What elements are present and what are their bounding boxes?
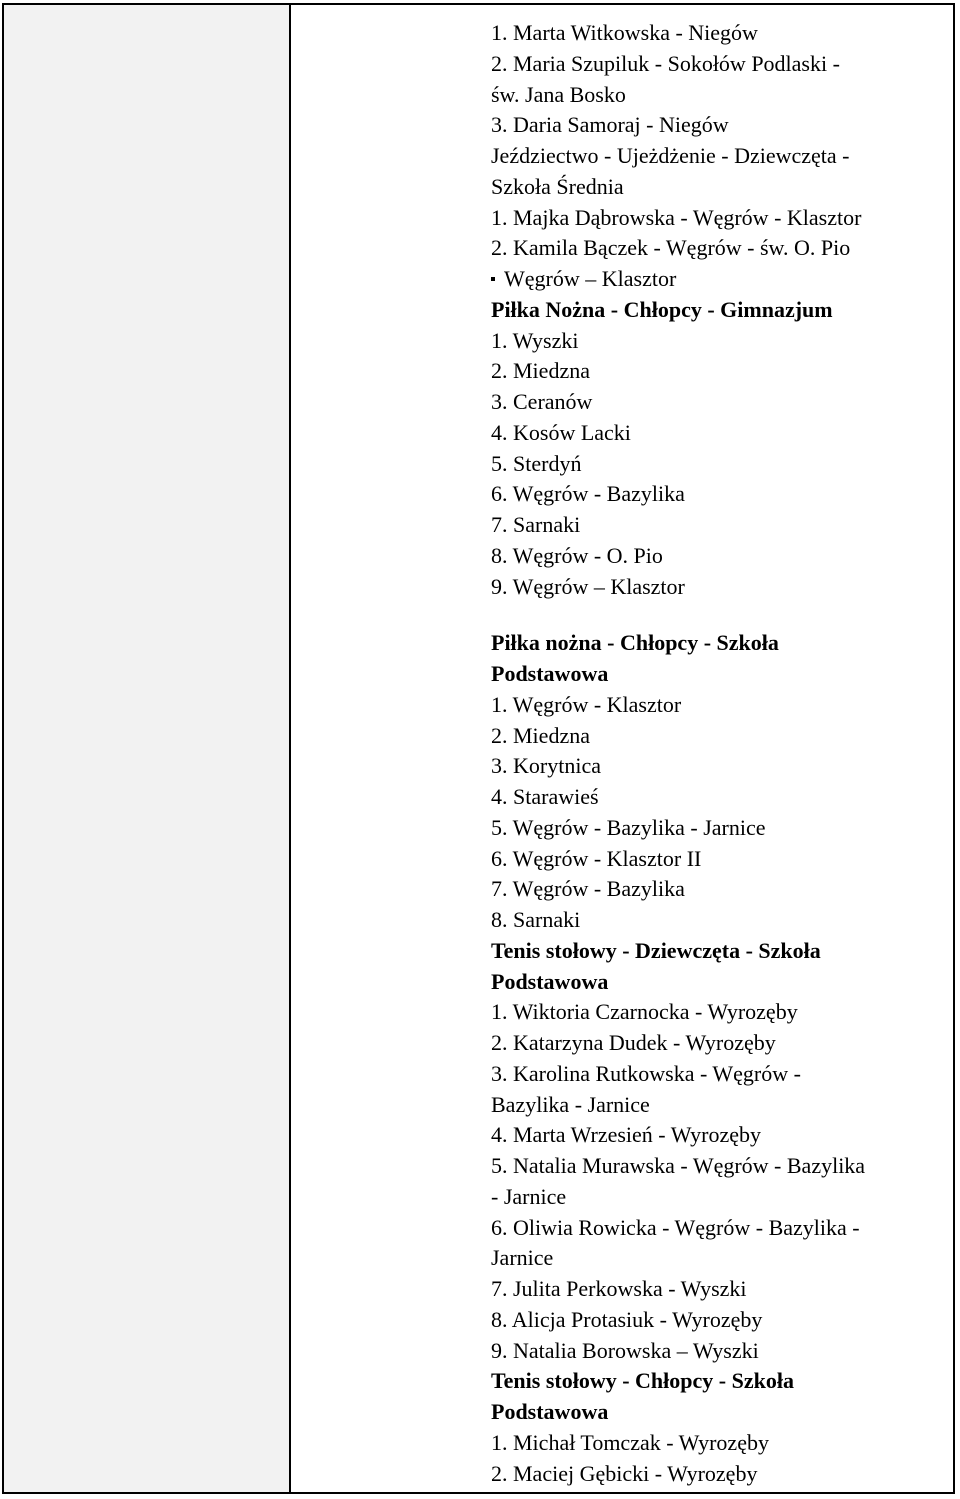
result-line bbox=[491, 141, 951, 172]
line-text: 4. Starawieś bbox=[491, 784, 599, 809]
line-text: 5. Natalia Murawska - Węgrów - Bazylika bbox=[491, 1153, 866, 1178]
line-text: 2. Miedzna bbox=[491, 358, 590, 384]
section-heading-line bbox=[491, 1397, 951, 1428]
result-line bbox=[491, 782, 951, 813]
result-line bbox=[491, 49, 951, 80]
result-line bbox=[491, 356, 951, 387]
line-text: 1. Wiktoria Czarnocka - Wyrozęby bbox=[491, 999, 798, 1025]
line-text: 2. Miedzna bbox=[491, 722, 590, 748]
line-text: 3. Ceranów bbox=[491, 389, 593, 414]
result-line bbox=[491, 387, 951, 418]
result-line bbox=[491, 18, 951, 49]
line-text: Tenis stołowy - Dziewczęta - Szkoła bbox=[491, 937, 821, 963]
result-line bbox=[491, 541, 951, 572]
line-text: Jeździectwo - Ujeżdżenie - Dziewczęta - bbox=[491, 143, 850, 168]
line-text: 3. Karolina Rutkowska - Węgrów - bbox=[491, 1060, 801, 1086]
line-text: 7. Węgrów - Bazylika bbox=[491, 876, 685, 902]
line-text: Jarnice bbox=[491, 1245, 554, 1271]
section-heading-line bbox=[491, 967, 951, 998]
line-text: Bazylika - Jarnice bbox=[491, 1091, 650, 1117]
line-text: 7. Sarnaki bbox=[491, 512, 581, 537]
line-text: 9. Natalia Borowska – Wyszki bbox=[491, 1337, 759, 1363]
line-text: 1. Michał Tomczak - Wyrozęby bbox=[491, 1429, 769, 1455]
result-line bbox=[491, 1243, 951, 1274]
line-text: 9. Węgrów – Klasztor bbox=[491, 573, 685, 599]
line-text: 5. Węgrów - Bazylika - Jarnice bbox=[491, 814, 766, 840]
line-text: 7. Julita Perkowska - Wyszki bbox=[491, 1276, 747, 1301]
result-line bbox=[491, 1336, 951, 1367]
result-line bbox=[491, 1459, 951, 1490]
line-text: Podstawowa bbox=[491, 661, 609, 686]
result-line bbox=[491, 905, 951, 936]
line-text: 8. Sarnaki bbox=[491, 907, 581, 932]
result-line bbox=[491, 80, 951, 111]
bullet-icon bbox=[491, 277, 495, 281]
line-text: Podstawowa bbox=[491, 968, 609, 994]
result-line bbox=[491, 203, 951, 234]
line-text: 2. Maciej Gębicki - Wyrozęby bbox=[491, 1460, 758, 1486]
line-text: 6. Węgrów - Bazylika bbox=[491, 481, 685, 507]
line-text: 5. Sterdyń bbox=[491, 450, 582, 476]
line-text: 3. Korytnica bbox=[491, 753, 601, 779]
left-empty-cell bbox=[4, 5, 291, 1492]
line-text: Piłka Nożna - Chłopcy - Gimnazjum bbox=[491, 296, 833, 322]
result-line bbox=[491, 233, 951, 264]
result-line bbox=[491, 813, 951, 844]
result-line bbox=[491, 479, 951, 510]
line-text: 1. Wyszki bbox=[491, 327, 579, 353]
section-heading-line bbox=[491, 1366, 951, 1397]
section-gap bbox=[491, 602, 951, 628]
results-table bbox=[2, 3, 955, 1494]
result-line bbox=[491, 1090, 951, 1121]
line-text: 6. Węgrów - Klasztor II bbox=[491, 845, 702, 871]
result-line bbox=[491, 326, 951, 357]
result-line bbox=[491, 1028, 951, 1059]
result-line bbox=[491, 264, 951, 295]
line-text: 2. Katarzyna Dudek - Wyrozęby bbox=[491, 1030, 776, 1055]
result-line bbox=[491, 510, 951, 541]
section-heading-line bbox=[491, 295, 951, 326]
line-text: 1. Węgrów - Klasztor bbox=[491, 691, 682, 717]
result-line bbox=[491, 690, 951, 721]
result-line bbox=[491, 1213, 951, 1244]
result-line bbox=[491, 449, 951, 480]
line-text: 8. Alicja Protasiuk - Wyrozęby bbox=[491, 1306, 763, 1332]
line-text: - Jarnice bbox=[491, 1183, 567, 1209]
result-line bbox=[491, 110, 951, 141]
result-line bbox=[491, 997, 951, 1028]
result-line bbox=[491, 874, 951, 905]
line-text: 2. Kamila Bączek - Węgrów - św. O. Pio bbox=[491, 235, 851, 261]
result-line bbox=[491, 572, 951, 603]
section-heading-line bbox=[491, 936, 951, 967]
line-text: Piłka nożna - Chłopcy - Szkoła bbox=[491, 630, 779, 656]
line-text: św. Jana Bosko bbox=[491, 81, 626, 107]
result-line bbox=[491, 1305, 951, 1336]
result-line bbox=[491, 1059, 951, 1090]
line-text: 6. Oliwia Rowicka - Węgrów - Bazylika - bbox=[491, 1214, 860, 1240]
line-text: 4. Kosów Lacki bbox=[491, 419, 631, 445]
results-cell bbox=[291, 5, 953, 1492]
result-line bbox=[491, 172, 951, 203]
line-text: 2. Maria Szupiluk - Sokołów Podlaski - bbox=[491, 50, 840, 76]
result-line bbox=[491, 1120, 951, 1151]
results-list bbox=[491, 18, 951, 1489]
section-heading-line bbox=[491, 659, 951, 690]
line-text: 4. Marta Wrzesień - Wyrozęby bbox=[491, 1122, 762, 1148]
line-text: 1. Marta Witkowska - Niegów bbox=[491, 20, 758, 45]
section-heading-line bbox=[491, 628, 951, 659]
result-line bbox=[491, 1274, 951, 1305]
result-line bbox=[491, 418, 951, 449]
line-text: Węgrów – Klasztor bbox=[504, 266, 677, 291]
line-text: Szkoła Średnia bbox=[491, 173, 624, 199]
result-line bbox=[491, 751, 951, 782]
line-text: 8. Węgrów - O. Pio bbox=[491, 542, 663, 568]
result-line bbox=[491, 1151, 951, 1182]
result-line bbox=[491, 1182, 951, 1213]
line-text: 3. Daria Samoraj - Niegów bbox=[491, 112, 729, 138]
line-text: Podstawowa bbox=[491, 1399, 609, 1424]
result-line bbox=[491, 844, 951, 875]
result-line bbox=[491, 721, 951, 752]
result-line bbox=[491, 1428, 951, 1459]
line-text: 1. Majka Dąbrowska - Węgrów - Klasztor bbox=[491, 204, 862, 230]
line-text: Tenis stołowy - Chłopcy - Szkoła bbox=[491, 1368, 794, 1394]
